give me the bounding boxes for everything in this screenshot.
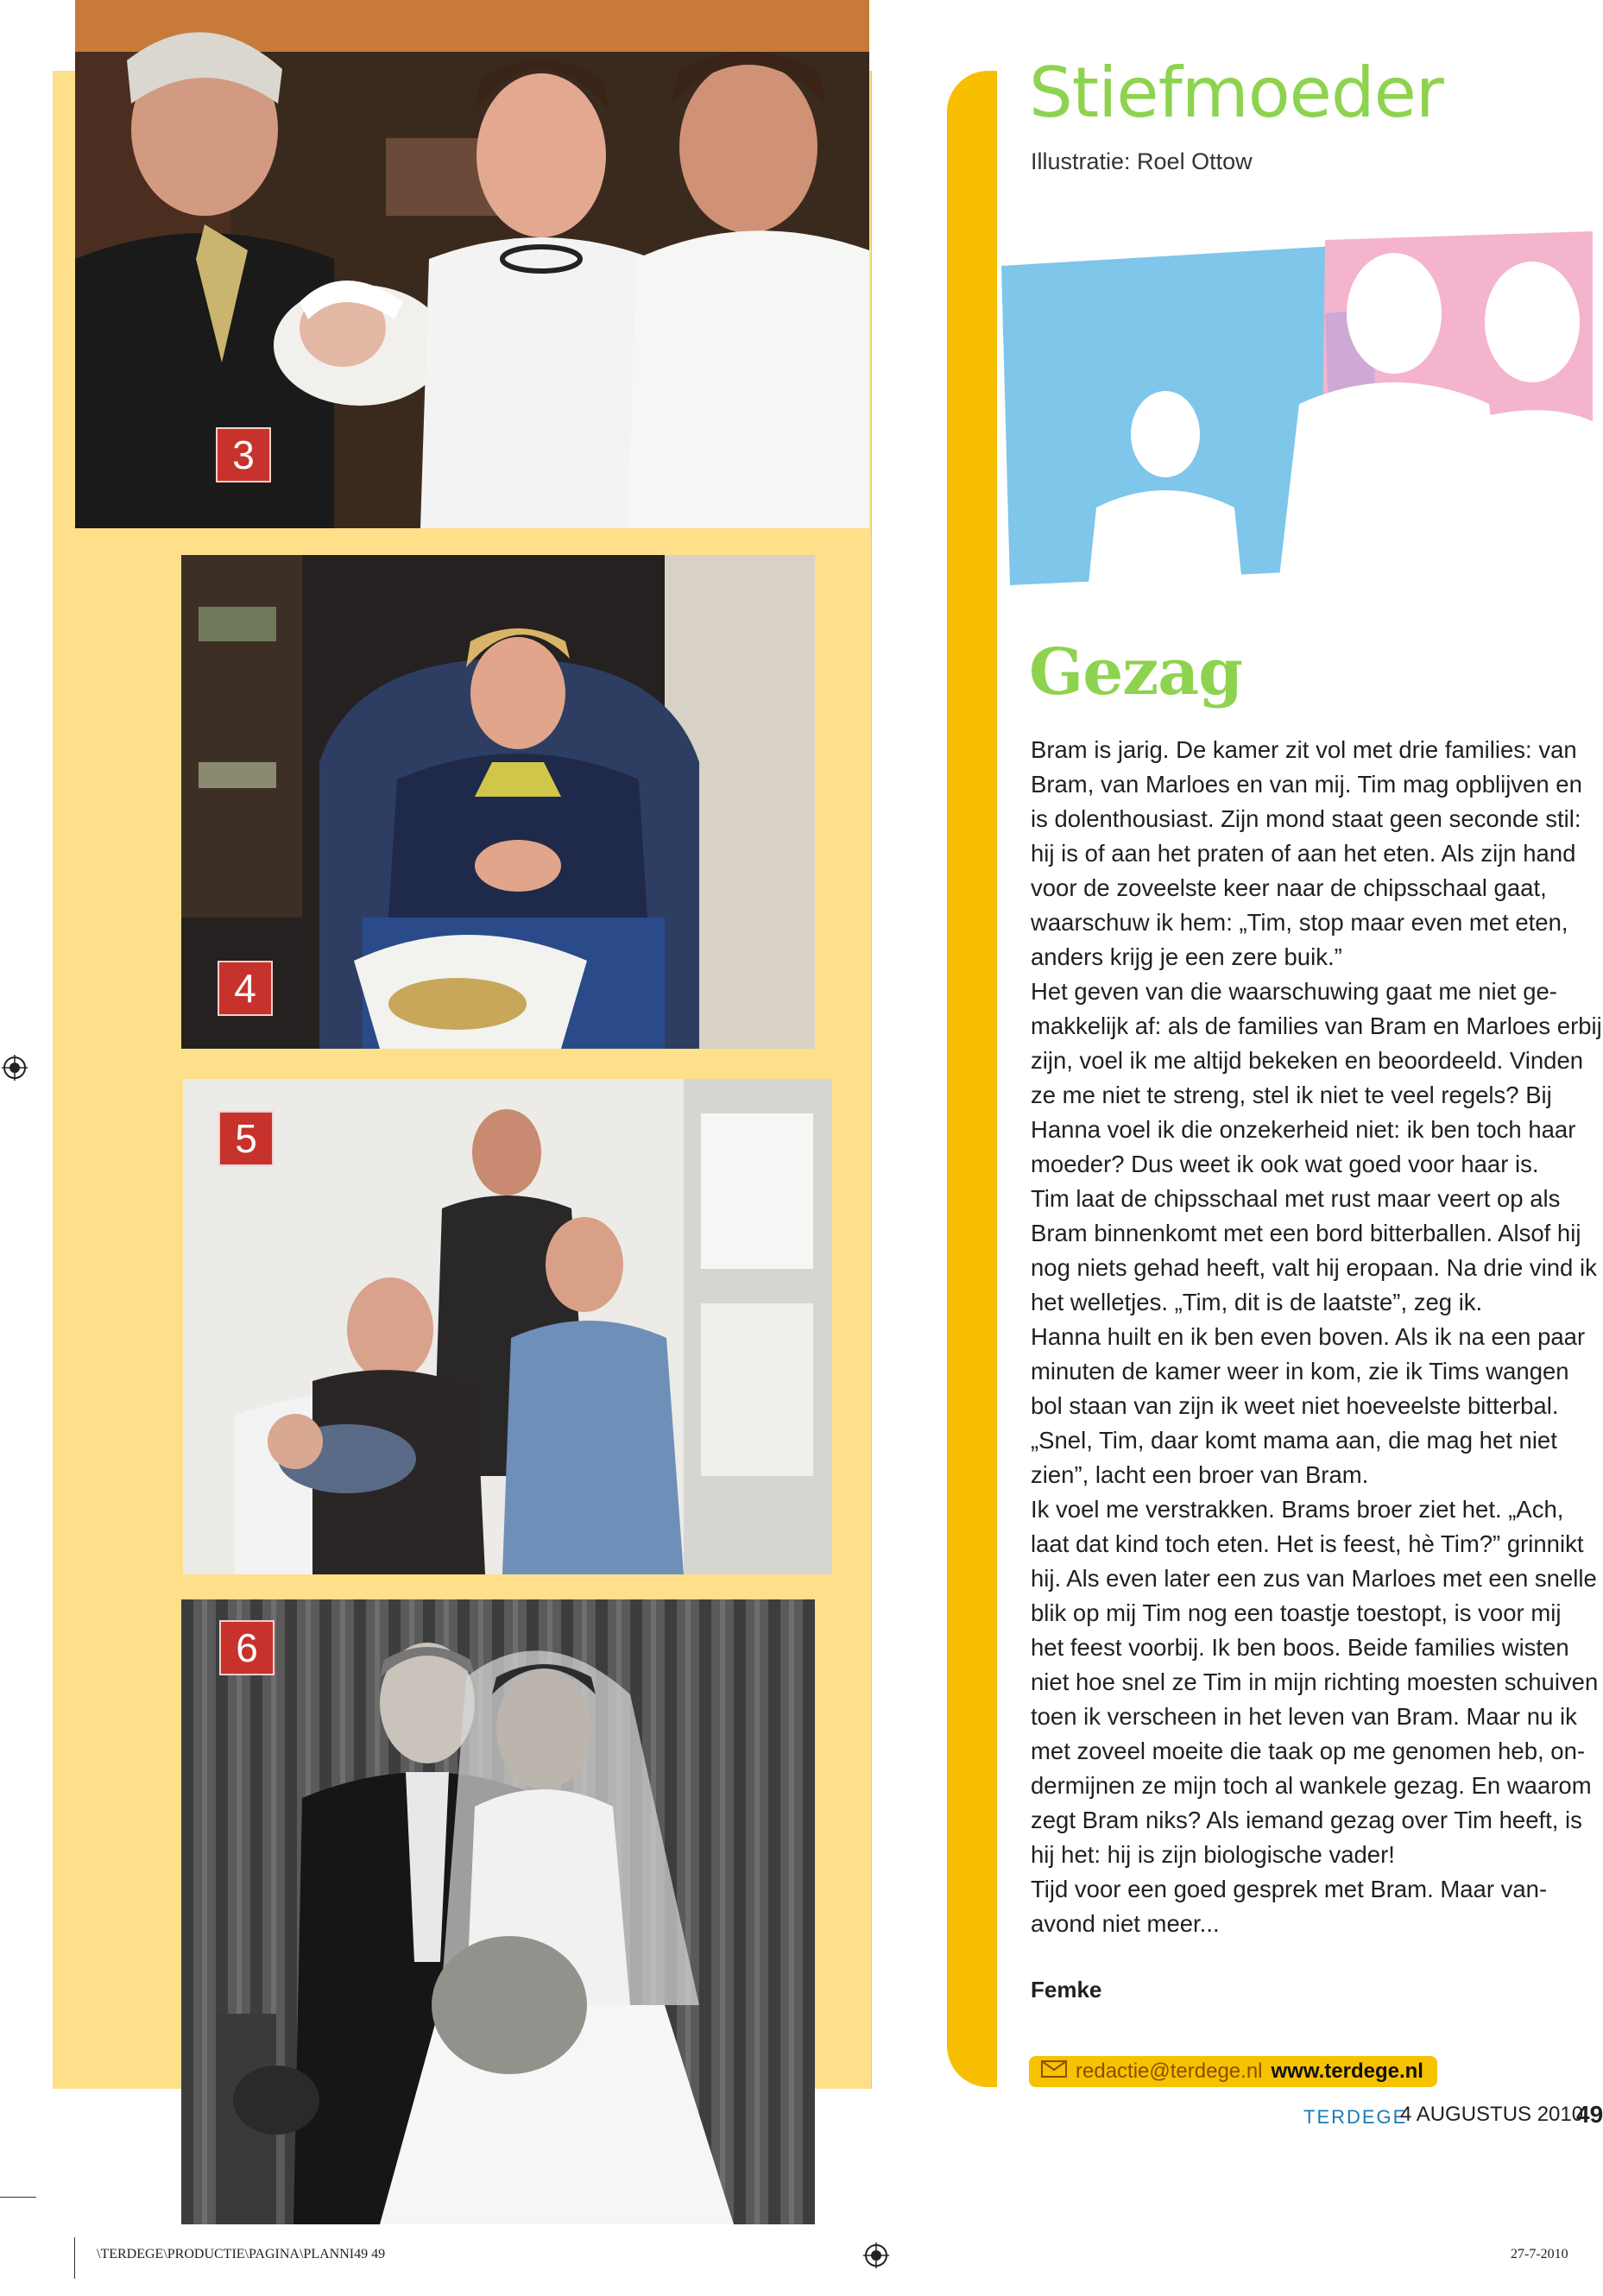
article-line: bol staan van zijn ik weet niet hoeveelste bitterbal.: [1031, 1392, 1559, 1419]
photo-4-man-peeling-potatoes: [181, 555, 815, 1049]
article-body: [1031, 733, 1602, 1941]
article-line: Het geven van die waarschuwing gaat me niet ge-: [1031, 978, 1557, 1005]
article-paragraph: [1031, 733, 1593, 975]
article-line: Hanna voel ik die onzekerheid niet: ik ben toch haar: [1031, 1116, 1576, 1143]
article-line: hij is of aan het praten of aan het eten. Als zijn hand: [1031, 840, 1576, 867]
article-line: zijn, voel ik me altijd bekeken en beoordeeld. Vinden: [1031, 1047, 1584, 1074]
article-line: Ik voel me verstrakken. Brams broer ziet het. „Ach,: [1031, 1496, 1564, 1523]
article-line: laat dat kind toch eten. Het is feest, hè Tim?” grinnikt: [1031, 1530, 1584, 1557]
article-line: zien”, lacht een broer van Bram.: [1031, 1461, 1369, 1488]
article-line: dermijnen ze mijn toch al wankele gezag. En waarom: [1031, 1772, 1592, 1799]
article-line: zegt Bram niks? Als iemand gezag over Tim heeft, is: [1031, 1807, 1582, 1833]
article-line: moeder? Dus weet ik ook wat goed voor haar is.: [1031, 1151, 1539, 1177]
article-line: met zoveel moeite die taak op me genomen heb, on-: [1031, 1738, 1586, 1764]
website-link[interactable]: www.terdege.nl: [1271, 2059, 1423, 2083]
contact-bar: [1029, 2056, 1437, 2087]
article-line: blik op mij Tim nog een toastje toestopt, is voor mij: [1031, 1599, 1562, 1626]
photo-number-badge: 5: [218, 1111, 274, 1166]
article-paragraph: [1031, 1492, 1599, 1872]
article-line: Tim laat de chipsschaal met rust maar veert op als: [1031, 1185, 1561, 1212]
footer-magazine-name: TERDEGE: [1303, 2106, 1408, 2128]
article-line: hij. Als even later een zus van Marloes met een snelle: [1031, 1565, 1597, 1592]
article-line: toen ik verscheen in het leven van Bram. Maar nu ik: [1031, 1703, 1577, 1730]
article-line: anders krijg je een zere buik.”: [1031, 943, 1342, 970]
article-line: het welletjes. „Tim, dit is de laatste”, zeg ik.: [1031, 1289, 1483, 1315]
column-title: Stiefmoeder: [1029, 53, 1443, 133]
crop-mark: [74, 2237, 75, 2279]
registration-mark-icon: [863, 2242, 889, 2268]
article-line: Tijd voor een goed gesprek met Bram. Maar van-: [1031, 1876, 1548, 1902]
article-line: niet hoe snel ze Tim in mijn richting moesten schuiven: [1031, 1668, 1599, 1695]
footer-page-number: 49: [1576, 2101, 1603, 2128]
stepfamily-silhouette-illustration: [993, 231, 1593, 592]
photo-number-badge: 4: [218, 961, 273, 1016]
article-paragraph: [1031, 1872, 1593, 1941]
article-line: nog niets gehad heeft, valt hij eropaan. Na drie vind ik: [1031, 1254, 1597, 1281]
article-paragraph: [1031, 1182, 1597, 1320]
photo-number-badge: 6: [219, 1620, 275, 1675]
article-line: makkelijk af: als de families van Bram en Marloes erbij: [1031, 1012, 1602, 1039]
print-slug-date: 27-7-2010: [1511, 2247, 1568, 2261]
article-line: het feest voorbij. Ik ben boos. Beide families wisten: [1031, 1634, 1569, 1661]
contact-email-link[interactable]: redactie@terdege.nl: [1076, 2059, 1263, 2083]
article-line: voor de zoveelste keer naar de chipsschaal gaat,: [1031, 874, 1547, 901]
envelope-icon: [1041, 2059, 1067, 2084]
print-slug-path: \TERDEGE\PRODUCTIE\PAGINA\PLANNI49 49: [97, 2247, 386, 2261]
photo-6-wedding-couple: [181, 1599, 815, 2224]
article-line: is dolenthousiast. Zijn mond staat geen seconde stil:: [1031, 805, 1581, 832]
crop-mark: [0, 2197, 36, 2198]
article-paragraph: [1031, 975, 1602, 1182]
orange-column-rail: [947, 71, 997, 2087]
photo-number-badge: 3: [216, 427, 271, 483]
article-line: minuten de kamer weer in kom, zie ik Tims wangen: [1031, 1358, 1569, 1385]
illustration-credit: Illustratie: Roel Ottow: [1031, 148, 1253, 174]
registration-mark-icon: [2, 1055, 28, 1081]
article-line: „Snel, Tim, daar komt mama aan, die mag het niet: [1031, 1427, 1557, 1454]
photo-3-three-women: [75, 0, 869, 528]
article-line: Hanna huilt en ik ben even boven. Als ik na een paar: [1031, 1323, 1586, 1350]
article-line: Bram is jarig. De kamer zit vol met drie families: van: [1031, 736, 1577, 763]
article-heading: Gezag: [1029, 635, 1242, 710]
article-line: ze me niet te streng, stel ik niet te veel regels? Bij: [1031, 1082, 1552, 1108]
author-signature: Femke: [1031, 1977, 1102, 2003]
article-line: Bram, van Marloes en van mij. Tim mag opblijven en: [1031, 771, 1582, 798]
article-line: avond niet meer...: [1031, 1910, 1220, 1937]
article-line: Bram binnenkomt met een bord bitterballen. Alsof hij: [1031, 1220, 1581, 1246]
article-paragraph: [1031, 1320, 1593, 1492]
footer-issue-date: 4 AUGUSTUS 2010: [1400, 2103, 1584, 2126]
article-line: waarschuw ik hem: „Tim, stop maar even met eten,: [1031, 909, 1568, 936]
photo-5-family-with-baby: [183, 1079, 832, 1574]
article-line: hij het: hij is zijn biologische vader!: [1031, 1841, 1395, 1868]
